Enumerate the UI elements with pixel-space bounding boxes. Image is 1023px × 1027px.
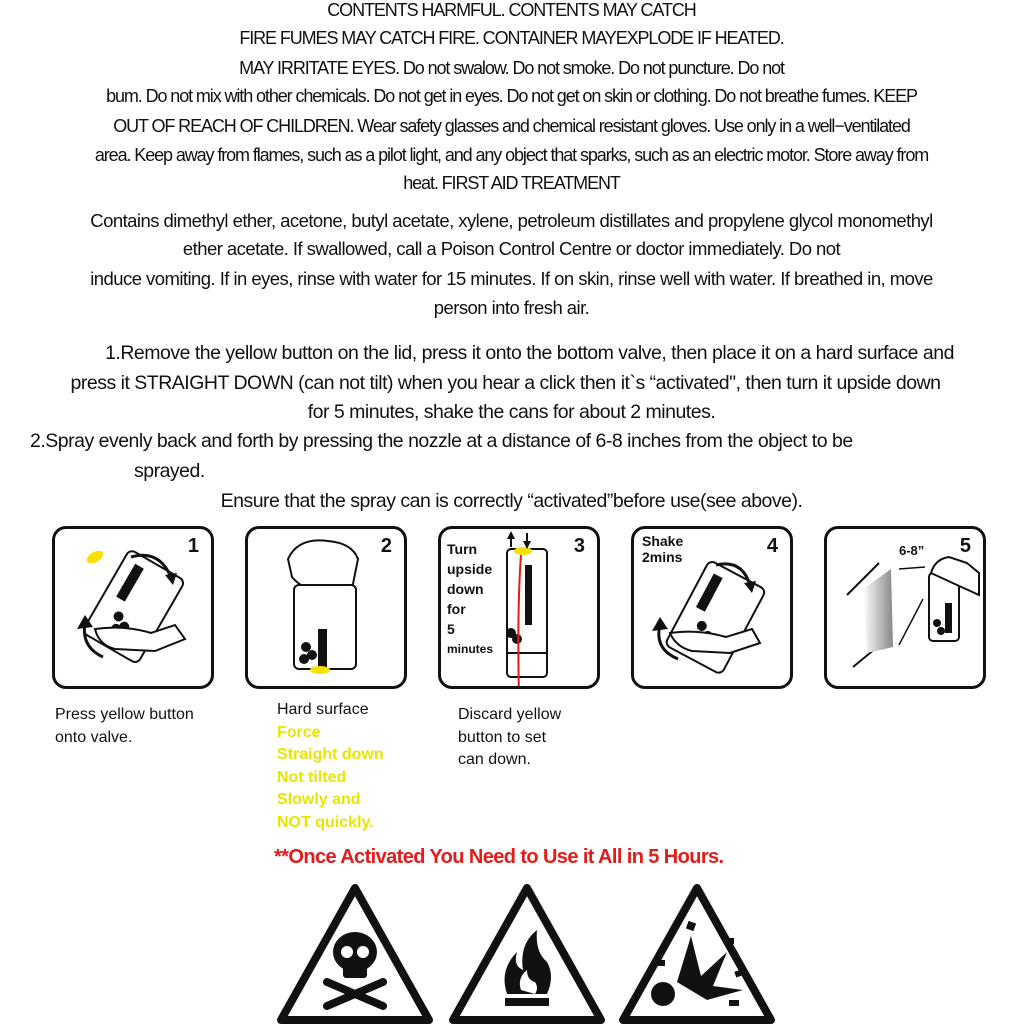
warning-line: OUT OF REACH OF CHILDREN. Wear safety glasses and chemical resistant gloves. Use only in a well−ventilated xyxy=(113,116,910,136)
activation-alert: **Once Activated You Need to Use it All in 5 Hours. xyxy=(274,846,724,868)
flame-icon xyxy=(447,882,607,1026)
step2-line: sprayed. xyxy=(134,460,205,482)
warning-line: bum. Do not mix with other chemicals. Do not get in eyes. Do not get on skin or clothing. Do not breathe fumes. KEEP xyxy=(106,86,917,106)
step-4-label: Shake 2mins xyxy=(642,533,684,565)
step1-line: 1.Remove the yellow button on the lid, press it onto the bottom valve, then place it on a hard surface and xyxy=(105,342,954,364)
step-panel-5 xyxy=(824,526,986,689)
contents-line: induce vomiting. If in eyes, rinse with water for 15 minutes. If on skin, rinse well with water. If breathed in, move xyxy=(90,268,933,289)
panel-2-caption: Hard surface Force Straight down Not tilted Slowly and NOT quickly. xyxy=(277,701,384,831)
step1-line: press it STRAIGHT DOWN (can not tilt) when you hear a click then it`s “activated", then turn it upside down xyxy=(70,372,941,394)
step-number: 3 xyxy=(573,535,585,557)
step-number: 1 xyxy=(187,535,199,557)
contents-line: ether acetate. If swallowed, call a Poison Control Centre or doctor immediately. Do not xyxy=(182,238,841,259)
step-panel-2 xyxy=(245,526,407,689)
step-number: 5 xyxy=(959,535,971,557)
warning-line: area. Keep away from flames, such as a pilot light, and any object that sparks, such as an electric motor. Store away from xyxy=(94,145,929,165)
panel-1-caption: Press yellow button onto valve. xyxy=(55,706,194,746)
step-number: 2 xyxy=(380,535,392,557)
step-panel-1 xyxy=(52,526,214,689)
ensure-note: Ensure that the spray can is correctly “activated”before use(see above). xyxy=(220,490,803,512)
panel-3-caption: Discard yellow button to set can down. xyxy=(458,706,562,768)
spray-distance-label: 6-8” xyxy=(899,543,925,558)
step-panel-3 xyxy=(438,526,600,689)
skull-crossbones-icon xyxy=(275,882,435,1026)
contents-line: person into fresh air. xyxy=(433,297,590,318)
warning-line: FIRE FUMES MAY CATCH FIRE. CONTAINER MAYEXPLODE IF HEATED. xyxy=(239,28,784,48)
step1-line: for 5 minutes, shake the cans for about 2 minutes. xyxy=(307,401,716,423)
step-3-label: Turn upside down for 5 minutes xyxy=(447,541,494,656)
warning-line: heat. FIRST AID TREATMENT xyxy=(403,173,620,193)
step-panel-4 xyxy=(631,526,793,689)
explosion-icon xyxy=(617,882,777,1026)
warning-line: CONTENTS HARMFUL. CONTENTS MAY CATCH xyxy=(327,0,696,20)
contents-line: Contains dimethyl ether, acetone, butyl acetate, xylene, petroleum distillates and propylene glycol monomethyl xyxy=(90,210,933,231)
warning-line: MAY IRRITATE EYES. Do not swalow. Do not smoke. Do not puncture. Do not xyxy=(239,58,784,78)
step-number: 4 xyxy=(766,535,778,557)
step2-line: 2.Spray evenly back and forth by pressing the nozzle at a distance of 6-8 inches from the object to be xyxy=(30,430,853,452)
